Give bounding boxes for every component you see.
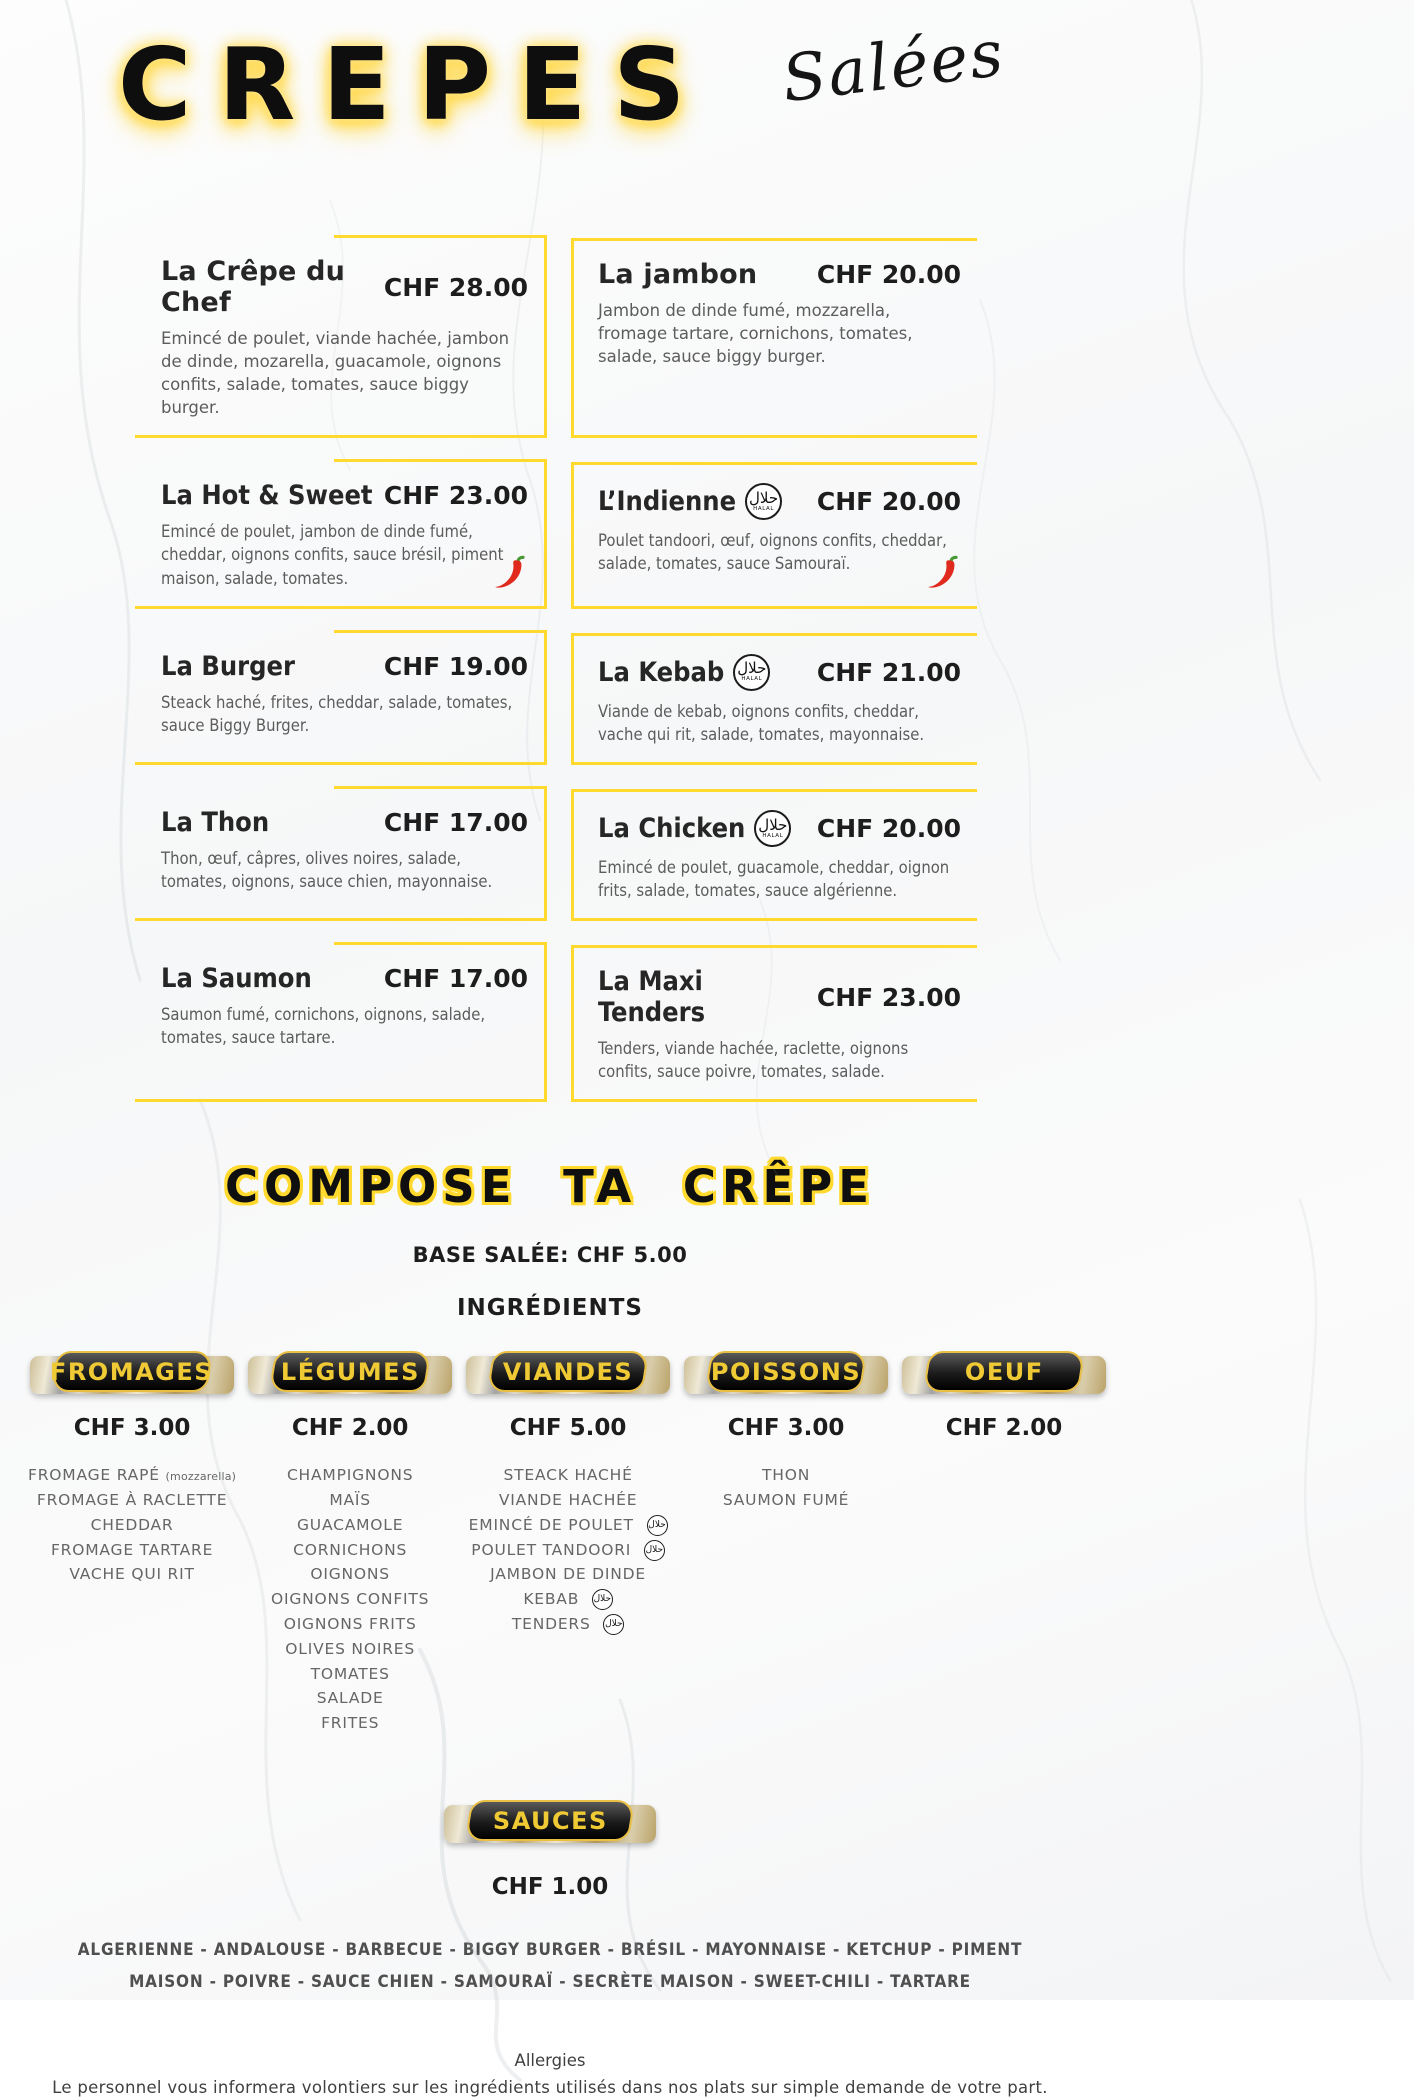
menu-grid <box>135 238 977 1102</box>
menu-item-card <box>571 462 977 608</box>
allergies-title: Allergies <box>514 2050 586 2070</box>
item-name: La Burger <box>161 650 295 682</box>
ingredient-label: EMINCÉ DE POULET <box>468 1515 634 1534</box>
ingredient-item <box>246 1637 454 1662</box>
ingredient-item <box>464 1612 672 1637</box>
ingredient-item <box>246 1463 454 1488</box>
item-description: Emincé de poulet, viande hachée, jambon de dinde, mozarella, guacamole, oignons confits, salade, tomates, sauce biggy burger. <box>161 329 510 418</box>
item-name: La Kebab <box>598 656 725 688</box>
category-banner <box>466 1351 670 1399</box>
ingredient-item <box>28 1488 236 1513</box>
banner-plate <box>923 1351 1085 1392</box>
halal-icon: حلال <box>603 1614 624 1635</box>
ingredient-list <box>246 1463 454 1736</box>
sauces-label: SAUCES <box>492 1806 608 1835</box>
chili-icon <box>484 549 532 597</box>
item-name: La jambon <box>598 259 758 290</box>
item-description: Jambon de dinde fumé, mozzarella, fromage tartare, cornichons, tomates, salade, sauce biggy burger. <box>598 301 913 367</box>
ingredient-list <box>28 1463 236 1587</box>
item-header <box>598 654 961 691</box>
ingredient-category <box>682 1351 890 1736</box>
halal-icon: حلال HALAL <box>733 654 770 691</box>
menu-item-card <box>135 945 547 1102</box>
banner-plate <box>487 1351 649 1392</box>
item-header <box>161 651 528 682</box>
ingredient-item <box>464 1538 672 1563</box>
item-description: Emincé de poulet, guacamole, cheddar, oignon frits, salade, tomates, sauce algérienne. <box>598 857 950 900</box>
item-name: L’Indienne <box>598 486 737 518</box>
ingredient-item <box>682 1463 890 1488</box>
ingredient-list <box>682 1463 890 1513</box>
item-name: La Saumon <box>161 963 312 995</box>
banner-plate <box>465 1800 635 1841</box>
ingredient-item <box>246 1686 454 1711</box>
item-description: Saumon fumé, cornichons, oignons, salade, tomates, sauce tartare. <box>161 1005 486 1048</box>
ingredient-item <box>246 1538 454 1563</box>
ingredient-label: CHEDDAR <box>90 1515 174 1534</box>
ingredient-label: GUACAMOLE <box>296 1515 404 1534</box>
compose-title: COMPOSE TA CRÊPE <box>225 1160 875 1214</box>
ingredient-label: OIGNONS CONFITS <box>270 1590 430 1609</box>
ingredient-item <box>28 1562 236 1587</box>
item-header <box>598 483 961 520</box>
allergies-section <box>0 2051 1100 2097</box>
page-title: CREPES <box>118 26 713 143</box>
category-label: VIANDES <box>502 1357 634 1386</box>
ingredient-label: SAUMON FUMÉ <box>722 1491 850 1510</box>
banner-plate <box>705 1351 867 1392</box>
ingredient-label: THON <box>761 1466 811 1485</box>
ingredient-item <box>246 1562 454 1587</box>
category-banner <box>248 1351 452 1399</box>
item-header <box>598 966 961 1028</box>
ingredient-label: CORNICHONS <box>293 1540 408 1559</box>
halal-icon: حلال HALAL <box>745 483 782 520</box>
ingredient-label: FRITES <box>321 1714 380 1733</box>
ingredient-item <box>464 1587 672 1612</box>
item-price: CHF 20.00 <box>816 260 961 289</box>
ingredient-label: FROMAGE À RACLETTE <box>36 1491 228 1510</box>
ingredient-item <box>246 1488 454 1513</box>
item-header <box>161 480 528 511</box>
ingredient-label: OIGNONS <box>310 1565 390 1584</box>
item-name: La Thon <box>161 806 270 838</box>
ingredient-note: (mozzarella) <box>165 1470 237 1484</box>
banner-plate <box>51 1351 213 1392</box>
menu-item-card <box>135 633 547 765</box>
menu-item-card <box>571 945 977 1102</box>
ingredient-item <box>246 1612 454 1637</box>
ingredient-category <box>464 1351 672 1736</box>
compose-section <box>0 1160 1100 1321</box>
halal-icon: حلال <box>644 1540 665 1561</box>
chili-icon <box>917 549 965 597</box>
ingredient-item <box>682 1488 890 1513</box>
item-name: La Chicken <box>598 812 746 844</box>
sauces-section <box>0 1800 1100 1999</box>
ingredient-item <box>246 1513 454 1538</box>
category-price: CHF 2.00 <box>945 1415 1063 1442</box>
menu-item-card <box>135 462 547 608</box>
item-header <box>598 810 961 847</box>
ingredient-item <box>28 1463 236 1488</box>
ingredient-label: FROMAGE TARTARE <box>50 1540 214 1559</box>
ingredient-label: MAÏS <box>329 1491 371 1510</box>
header <box>0 0 1414 190</box>
base-price: BASE SALÉE: CHF 5.00 <box>412 1243 688 1268</box>
ingredient-label: STEACK HACHÉ <box>503 1466 633 1485</box>
item-price: CHF 20.00 <box>816 487 961 517</box>
ingredient-label: FROMAGE RAPÉ <box>28 1466 160 1485</box>
ingredient-category <box>246 1351 454 1736</box>
item-description: Thon, œuf, câpres, olives noires, salade, tomates, oignons, sauce chien, mayonnaise. <box>161 848 493 891</box>
halal-icon: حلال <box>592 1589 613 1610</box>
category-banner <box>30 1351 234 1399</box>
ingredient-label: POULET TANDOORI <box>471 1540 632 1559</box>
ingredients-heading: INGRÉDIENTS <box>457 1295 643 1322</box>
ingredient-item <box>28 1538 236 1563</box>
ingredient-item <box>246 1711 454 1736</box>
ingredient-item <box>246 1587 454 1612</box>
category-price: CHF 3.00 <box>727 1415 845 1442</box>
ingredient-label: TOMATES <box>310 1664 390 1683</box>
item-description: Poulet tandoori, œuf, oignons confits, cheddar, salade, tomates, sauce Samouraï. <box>598 531 947 574</box>
menu-item-card <box>571 633 977 765</box>
ingredient-categories <box>28 1351 1108 1736</box>
menu-item-card <box>571 789 977 921</box>
item-name: La Maxi Tenders <box>598 966 706 1029</box>
category-label: OEUF <box>964 1357 1044 1386</box>
ingredient-label: SALADE <box>316 1689 384 1708</box>
item-price: CHF 19.00 <box>383 651 528 681</box>
item-price: CHF 17.00 <box>383 807 528 837</box>
ingredient-label: CHAMPIGNONS <box>286 1466 414 1485</box>
category-label: POISSONS <box>710 1357 862 1386</box>
banner-plate <box>269 1351 431 1392</box>
item-description: Steack haché, frites, cheddar, salade, tomates, sauce Biggy Burger. <box>161 692 513 735</box>
ingredient-category <box>900 1351 1108 1736</box>
sauces-list: ALGERIENNE - ANDALOUSE - BARBECUE - BIGGY BURGER - BRÉSIL - MAYONNAISE - KETCHUP - PIMENT MAISON - POIVRE - SAUCE CHIEN - SAMOURAÏ - SECRÈTE MAISON - SWEET-CHILI - TARTARE <box>77 1939 1023 1993</box>
menu-item-card <box>571 238 977 438</box>
menu-item-card <box>135 238 547 438</box>
item-header <box>161 963 528 994</box>
halal-icon: حلال <box>647 1515 668 1536</box>
item-price: CHF 28.00 <box>383 272 528 302</box>
ingredient-item <box>246 1662 454 1687</box>
category-banner <box>902 1351 1106 1399</box>
category-label: FROMAGES <box>50 1357 214 1386</box>
item-price: CHF 23.00 <box>816 982 961 1012</box>
item-price: CHF 17.00 <box>383 964 528 994</box>
ingredient-item <box>464 1463 672 1488</box>
ingredient-list <box>464 1463 672 1637</box>
menu-item-card <box>135 789 547 921</box>
ingredient-label: JAMBON DE DINDE <box>490 1565 647 1584</box>
ingredient-label: VIANDE HACHÉE <box>498 1491 638 1510</box>
item-header <box>598 259 961 290</box>
item-name: La Hot & Sweet <box>161 480 373 512</box>
item-price: CHF 20.00 <box>816 813 961 843</box>
ingredient-category <box>28 1351 236 1736</box>
category-price: CHF 3.00 <box>73 1415 191 1442</box>
item-header <box>161 256 528 318</box>
category-price: CHF 2.00 <box>291 1415 409 1442</box>
ingredient-label: VACHE QUI RIT <box>69 1565 195 1584</box>
item-name: La Crêpe du Chef <box>161 256 346 318</box>
item-description: Emincé de poulet, jambon de dinde fumé, cheddar, oignons confits, sauce brésil, piment maison, salade, tomates. <box>161 522 504 588</box>
halal-icon: حلال HALAL <box>754 810 791 847</box>
category-banner <box>684 1351 888 1399</box>
item-description: Viande de kebab, oignons confits, cheddar, vache qui rit, salade, tomates, mayonnaise. <box>598 701 925 744</box>
page-subtitle: Salées <box>778 16 1009 118</box>
ingredient-label: TENDERS <box>511 1615 591 1633</box>
allergies-text: Le personnel vous informera volontiers sur les ingrédients utilisés dans nos plats sur simple demande de votre part. <box>52 2077 1048 2097</box>
ingredient-item <box>464 1562 672 1587</box>
category-label: LÉGUMES <box>280 1357 420 1386</box>
ingredient-label: KEBAB <box>523 1590 580 1609</box>
ingredient-item <box>464 1488 672 1513</box>
ingredient-label: OIGNONS FRITS <box>283 1615 417 1633</box>
sauces-price: CHF 1.00 <box>491 1873 609 1900</box>
item-price: CHF 23.00 <box>383 481 528 511</box>
sauces-banner <box>444 1800 656 1848</box>
category-price: CHF 5.00 <box>509 1415 627 1442</box>
item-description: Tenders, viande hachée, raclette, oignons confits, sauce poivre, tomates, salade. <box>598 1039 909 1082</box>
ingredient-item <box>464 1513 672 1538</box>
ingredient-label: OLIVES NOIRES <box>285 1639 416 1658</box>
ingredient-item <box>28 1513 236 1538</box>
item-header <box>161 807 528 838</box>
item-price: CHF 21.00 <box>816 657 961 687</box>
